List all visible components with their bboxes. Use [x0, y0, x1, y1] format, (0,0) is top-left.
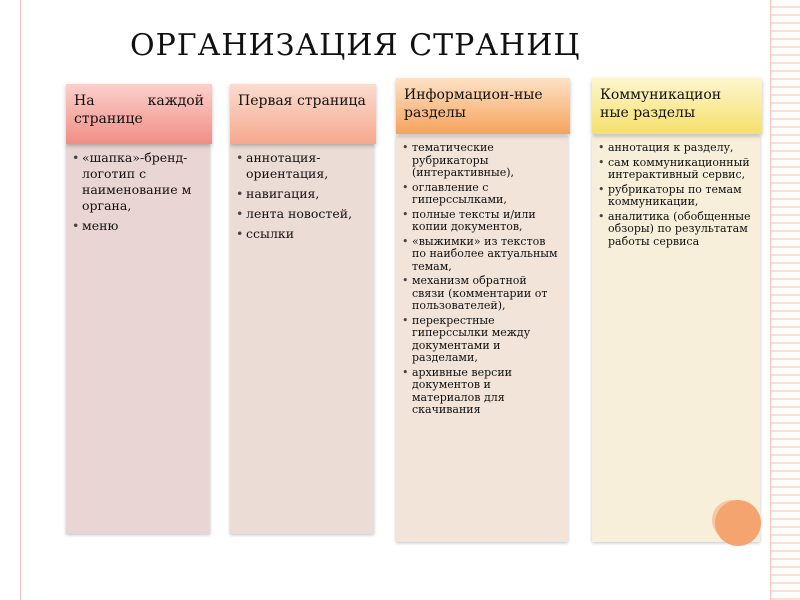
list-item: • «шапка»-бренд-логотип с наименование м органа,: [72, 150, 204, 214]
list-item: • аннотация-ориентация,: [236, 150, 368, 182]
column-communication-sections: [592, 78, 762, 248]
list-item: • аналитика (обобщенные обзоры) по результатам работы сервиса: [598, 211, 754, 249]
column-body: [230, 144, 374, 534]
column-body: [66, 144, 210, 534]
slide-title: ОРГАНИЗАЦИЯ СТРАНИЦ: [130, 28, 581, 63]
bullet-list: [598, 142, 754, 248]
column-header: [66, 84, 212, 144]
column-header-text: Первая страница: [238, 93, 366, 109]
column-header: [396, 78, 570, 134]
column-header-text: На каждой странице: [74, 93, 204, 127]
bullet-list: [72, 150, 204, 234]
list-item: • тематические рубрикаторы (интерактивные),: [402, 142, 562, 180]
column-information-sections: [396, 78, 570, 416]
list-item: • аннотация к разделу,: [598, 142, 754, 155]
list-item: • полные тексты и/или копии документов,: [402, 209, 562, 234]
column-each-page: [66, 78, 212, 233]
list-item: • оглавление с гиперссылками,: [402, 182, 562, 207]
list-item: • ссылки: [236, 226, 368, 242]
list-item: • механизм обратной связи (комментарии от пользователей),: [402, 275, 562, 313]
column-header-text: Коммуникацион ные разделы: [600, 87, 722, 121]
column-header-text: Информацион-ные разделы: [404, 87, 543, 121]
list-item: • сам коммуникационный интерактивный сервис,: [598, 157, 754, 182]
decorative-circle: [715, 500, 761, 546]
list-item: • архивные версии документов и материалов для скачивания: [402, 367, 562, 417]
bullet-list: [402, 142, 562, 417]
bullet-list: [236, 150, 368, 242]
decorative-rail: [770, 0, 800, 600]
list-item: • перекрестные гиперссылки между документами и разделами,: [402, 315, 562, 365]
column-body: [592, 136, 760, 542]
list-item: • лента новостей,: [236, 206, 368, 222]
list-item: • рубрикаторы по темам коммуникации,: [598, 184, 754, 209]
list-item: • навигация,: [236, 186, 368, 202]
column-first-page: [230, 78, 376, 241]
list-item: • «выжимки» из текстов по наиболее актуальным темам,: [402, 236, 562, 274]
column-header: [230, 84, 376, 144]
column-body: [396, 136, 568, 542]
list-item: • меню: [72, 218, 204, 234]
column-header: [592, 78, 762, 134]
